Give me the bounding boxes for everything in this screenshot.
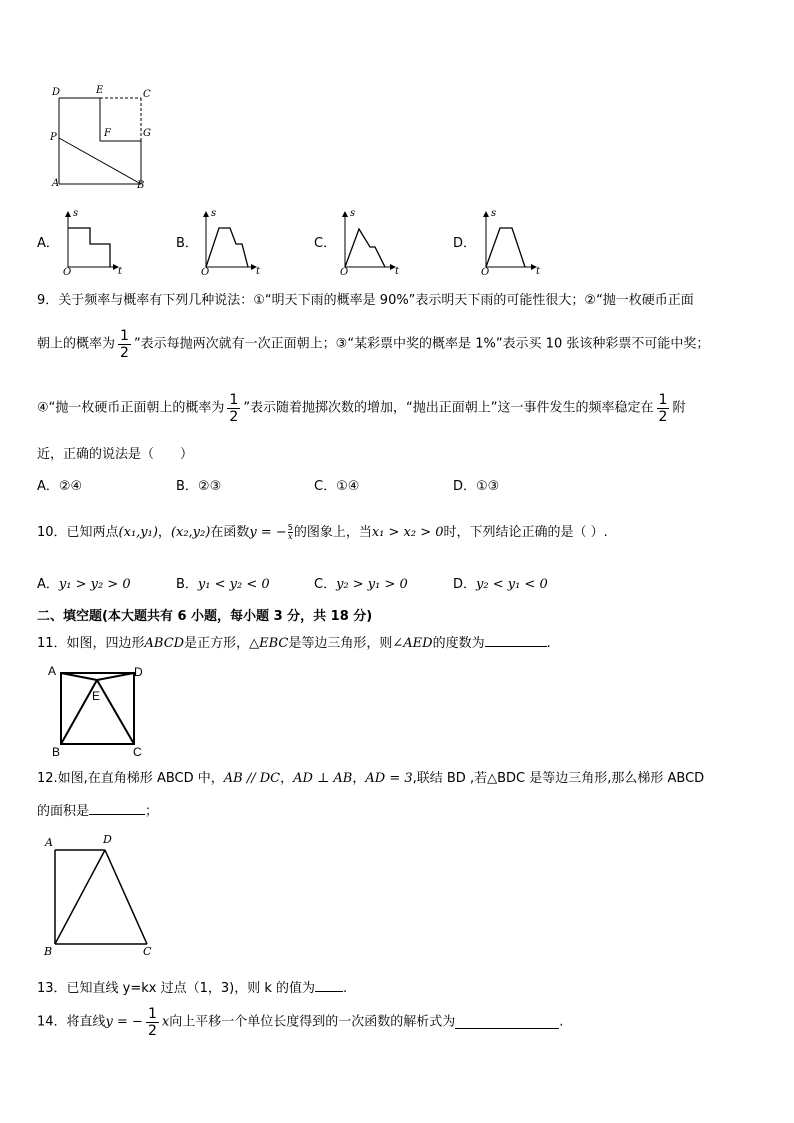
q11-text-b: 是正方形， bbox=[184, 636, 250, 651]
q13-stem bbox=[37, 979, 347, 998]
label-g: G bbox=[143, 128, 151, 139]
q10-sep: ， bbox=[157, 525, 171, 540]
q12-parallel: AB // DC bbox=[223, 771, 281, 786]
graph-b-s: s bbox=[211, 208, 217, 219]
q14-frac-num: 1 bbox=[147, 1006, 157, 1022]
graph-b-o: O bbox=[201, 267, 210, 278]
frac-num: 1 bbox=[658, 392, 668, 408]
label-f: F bbox=[104, 128, 111, 139]
q10-option-b-math: y₁ < y₂ < 0 bbox=[197, 577, 270, 592]
graph-a-s: s bbox=[73, 208, 79, 219]
frac-den: 2 bbox=[658, 409, 668, 425]
q8-option-a[interactable]: A． bbox=[37, 236, 59, 251]
q8-option-c[interactable]: C． bbox=[314, 236, 337, 251]
q12-label-a: A bbox=[45, 836, 53, 849]
frac-num: 1 bbox=[229, 392, 239, 408]
q12-line2-text: 的面积是 bbox=[37, 804, 90, 819]
q10-option-a-math: y₁ > y₂ > 0 bbox=[58, 577, 131, 592]
q12-label-d: D bbox=[103, 833, 112, 846]
label-p: P bbox=[50, 132, 57, 143]
answer-blank[interactable] bbox=[315, 979, 343, 992]
label-a: A bbox=[52, 178, 60, 189]
q11-text-a: 11．如图，四边形 bbox=[37, 636, 145, 651]
label-d: D bbox=[52, 87, 61, 98]
q11-label-d: D bbox=[134, 665, 143, 679]
q12-comma1: ， bbox=[280, 771, 294, 786]
graph-c-t: t bbox=[395, 266, 400, 277]
q12-perp: AD ⊥ AB bbox=[293, 771, 353, 786]
graph-d-s: s bbox=[491, 208, 497, 219]
q11-text-c: 是等边三角形，则 bbox=[288, 636, 393, 651]
q14-end: . bbox=[559, 1014, 564, 1030]
q9-option-d[interactable]: D．①③ bbox=[453, 479, 500, 494]
q14-fraction bbox=[146, 1006, 159, 1039]
q13-text: 13．已知直线 y=kx 过点（1，3)，则 k 的值为 bbox=[37, 981, 316, 996]
q13-end: . bbox=[343, 981, 348, 996]
q12-text-a: 12.如图,在直角梯形 ABCD 中， bbox=[37, 771, 224, 786]
q14-stem bbox=[37, 1006, 563, 1039]
q10-mid: 在函数 bbox=[210, 525, 250, 540]
q12-comma2: ， bbox=[352, 771, 366, 786]
q12-ad-length: AD = 3 bbox=[365, 771, 413, 786]
q11-triangle: △EBC bbox=[249, 636, 289, 651]
q11-text-d: 的度数为 bbox=[432, 636, 485, 651]
graph-a-o: O bbox=[63, 267, 72, 278]
graph-d-t: t bbox=[536, 266, 541, 277]
graph-b-t: t bbox=[256, 266, 261, 277]
q10-option-c-math: y₂ > y₁ > 0 bbox=[336, 577, 408, 592]
q9-line3-a: ④“抛一枚硬币正面朝上的概率为 bbox=[37, 400, 225, 416]
q10-func: y = − bbox=[249, 525, 287, 540]
q10-option-c-letter: C． bbox=[314, 577, 337, 592]
q11-label-a: A bbox=[48, 664, 57, 678]
q10-option-d-letter: D． bbox=[453, 577, 477, 592]
q10-condition: x₁ > x₂ > 0 bbox=[371, 525, 444, 540]
graph-d-o: O bbox=[481, 267, 490, 278]
graph-c-o: O bbox=[340, 267, 349, 278]
q8-option-d[interactable]: D． bbox=[453, 236, 477, 251]
q11-angle: ∠AED bbox=[392, 636, 433, 651]
q9-line3-c: 附 bbox=[672, 400, 686, 416]
q9-line2-b: ”表示每抛两次就有一次正面朝上；③“某彩票中奖的概率是 1%”表示买 10 张该种彩票不可能中奖； bbox=[133, 336, 710, 352]
answer-blank[interactable] bbox=[455, 1016, 559, 1029]
section-title: 二、填空题(本大题共有 6 小题，每小题 3 分，共 18 分) bbox=[37, 609, 373, 624]
q10-option-d-math: y₂ < y₁ < 0 bbox=[476, 577, 548, 592]
q10-mid2: 的图象上，当 bbox=[293, 525, 372, 540]
q11-label-e: E bbox=[92, 689, 101, 703]
q10-point1: (x₁,y₁) bbox=[118, 525, 158, 540]
q8-option-b[interactable]: B． bbox=[176, 236, 198, 251]
q14-frac-den: 2 bbox=[147, 1023, 157, 1039]
label-e: E bbox=[96, 85, 104, 96]
graph-a-t: t bbox=[118, 266, 123, 277]
label-c: C bbox=[143, 89, 151, 100]
q11-label-c: C bbox=[133, 745, 142, 759]
q12-label-b: B bbox=[44, 945, 53, 958]
q9-line1: 9．关于频率与概率有下列几种说法：①“明天下雨的概率是 90%”表示明天下雨的可能性很大；②“抛一枚硬币正面 bbox=[37, 293, 694, 308]
q11-abcd: ABCD bbox=[144, 636, 185, 651]
q9-line4: 近，正确的说法是（ ） bbox=[37, 447, 194, 462]
q10-option-b-letter: B． bbox=[176, 577, 198, 592]
q12-end: ； bbox=[145, 804, 159, 819]
q9-line2-a: 朝上的概率为 bbox=[37, 336, 116, 352]
q10-point2: (x₂,y₂) bbox=[170, 525, 211, 540]
q9-option-c[interactable]: C．①④ bbox=[314, 479, 360, 494]
label-b: B bbox=[137, 180, 145, 191]
q14-text-b: 向上平移一个单位长度得到的一次函数的解析式为 bbox=[169, 1014, 456, 1030]
q14-func: y = − bbox=[105, 1014, 143, 1030]
q12-text-b: ,联结 BD ,若△BDC 是等边三角形,那么梯形 ABCD bbox=[412, 771, 705, 786]
graph-c-s: s bbox=[350, 208, 356, 219]
q11-end: . bbox=[546, 636, 551, 651]
frac-den: 2 bbox=[120, 345, 129, 361]
q9-option-a[interactable]: A．②④ bbox=[37, 479, 83, 494]
q9-option-b[interactable]: B．②③ bbox=[176, 479, 222, 494]
q14-text-a: 14．将直线 bbox=[37, 1014, 106, 1030]
q10-frac-num: 5 bbox=[287, 523, 293, 532]
q10-prefix: 10．已知两点 bbox=[37, 525, 119, 540]
q10-option-a-letter: A． bbox=[37, 577, 59, 592]
q10-frac-den: x bbox=[288, 532, 293, 541]
q9-line3-b: ”表示随着抛掷次数的增加，“抛出正面朝上”这一事件发生的频率稳定在 bbox=[243, 400, 654, 416]
q10-suffix: 时，下列结论正确的是（ ）. bbox=[443, 525, 608, 540]
frac-num: 1 bbox=[120, 328, 129, 344]
q11-label-b: B bbox=[52, 745, 61, 759]
q14-x: x bbox=[161, 1014, 170, 1030]
frac-den: 2 bbox=[229, 409, 239, 425]
q12-label-c: C bbox=[143, 945, 152, 958]
